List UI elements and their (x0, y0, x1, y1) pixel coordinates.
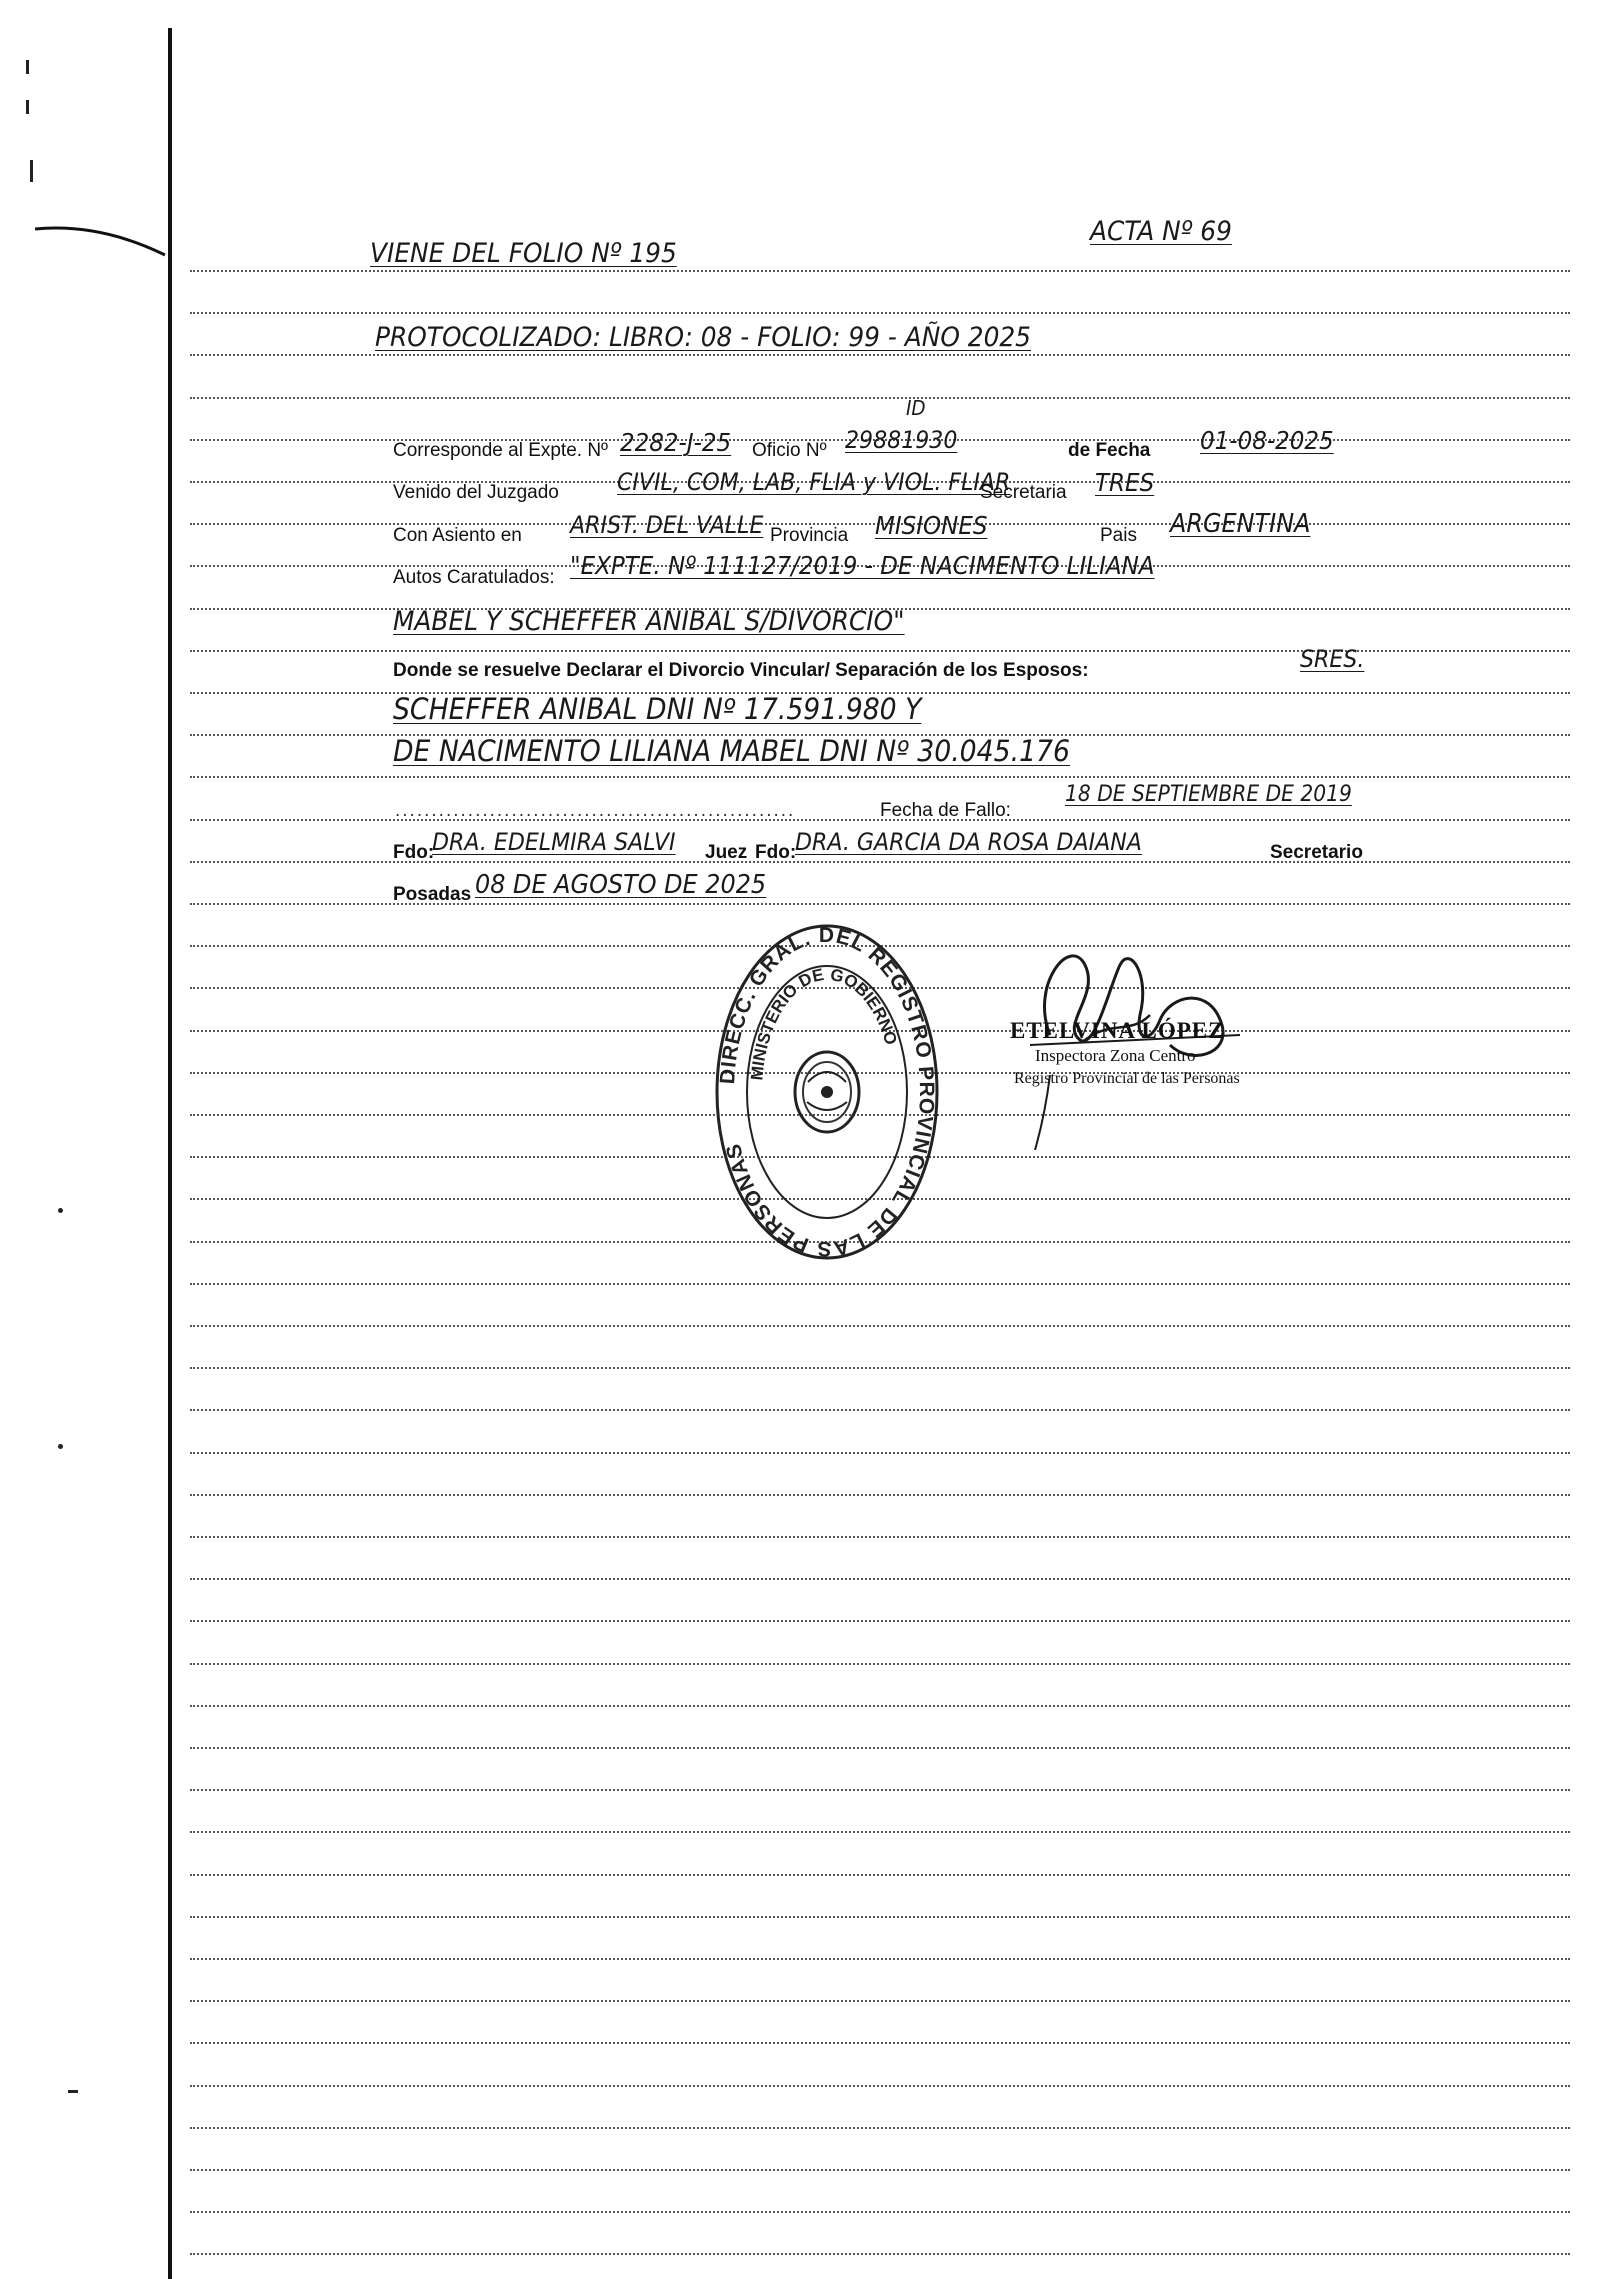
pais-value: ARGENTINA (1170, 509, 1311, 539)
ruled-line (190, 354, 1570, 356)
scan-stroke (30, 215, 170, 265)
ruled-line (190, 1831, 1570, 1833)
scan-mark (30, 160, 33, 182)
juez-label: Juez (705, 842, 748, 863)
ruled-line (190, 1747, 1570, 1749)
protocolizado: PROTOCOLIZADO: LIBRO: 08 - FOLIO: 99 - AÑO 2025 (375, 322, 1031, 353)
signature-block (1000, 1018, 1300, 1088)
svg-text:MINISTERIO DE GOBIERNO: MINISTERIO DE GOBIERNO (747, 964, 901, 1082)
oficio-label: Oficio Nº (752, 440, 827, 461)
ruled-line (190, 2000, 1570, 2002)
oficio-value: 29881930 (845, 426, 958, 454)
ruled-line (190, 1536, 1570, 1538)
fecha-label: de Fecha (1068, 440, 1151, 461)
acta-number: ACTA Nº 69 (1090, 216, 1232, 247)
autos-line2: MABEL Y SCHEFFER ANIBAL S/DIVORCIO" (393, 606, 905, 637)
signatory-office: Registro Provincial de las Personas (1014, 1070, 1240, 1087)
ruled-line (190, 1789, 1570, 1791)
juzgado-value: CIVIL, COM, LAB, FLIA y VIOL. FLIAR (617, 468, 1011, 496)
secretaria-label: Secretaria (980, 482, 1067, 503)
ruled-line (190, 1916, 1570, 1918)
scan-mark (26, 60, 29, 74)
ruled-line (190, 2042, 1570, 2044)
ruled-line (190, 397, 1570, 399)
signatory-role: Inspectora Zona Centro (1035, 1046, 1196, 1065)
resuelve-label: Donde se resuelve Declarar el Divorcio Vincular/ Separación de los Esposos: (393, 660, 1089, 681)
autos-label: Autos Caratulados: (393, 567, 555, 588)
esposo-2: DE NACIMENTO LILIANA MABEL DNI Nº 30.045.176 (393, 734, 1071, 768)
secretaria-value: TRES (1095, 468, 1155, 497)
autos-line1: "EXPTE. Nº 111127/2019 - DE NACIMENTO LILIANA (570, 551, 1155, 580)
posadas-label: Posadas (393, 884, 472, 905)
id-mark: ID (906, 396, 926, 420)
expte-value: 2282-J-25 (620, 428, 732, 457)
ruled-line (190, 2085, 1570, 2087)
ruled-line (190, 1452, 1570, 1454)
ruled-line (190, 1367, 1570, 1369)
juez-name: DRA. EDELMIRA SALVI (432, 828, 676, 856)
svg-text:DIRECC. GRAL. DEL REGISTRO PRO: DIRECC. GRAL. DEL REGISTRO PROVINCIAL DE LAS PERSONAS (716, 923, 939, 1261)
fecha-fallo-value: 18 DE SEPTIEMBRE DE 2019 (1065, 782, 1352, 807)
ruled-line (190, 1663, 1570, 1665)
scan-mark (68, 2090, 78, 2093)
esposo-1: SCHEFFER ANIBAL DNI Nº 17.591.980 Y (393, 692, 922, 726)
ruled-line (190, 270, 1570, 272)
posadas-fecha: 08 DE AGOSTO DE 2025 (475, 870, 767, 900)
asiento-value: ARIST. DEL VALLE (570, 511, 764, 539)
ruled-line (190, 2127, 1570, 2129)
ruled-line (190, 1409, 1570, 1411)
provincia-value: MISIONES (875, 511, 988, 540)
fecha-fallo-label: Fecha de Fallo: (880, 800, 1011, 821)
fecha-value: 01-08-2025 (1200, 426, 1334, 455)
signatory-name: ETELVINA LÓPEZ (1010, 1018, 1225, 1043)
venido-label: Venido del Juzgado (393, 482, 559, 503)
secretario-label: Secretario (1270, 842, 1363, 863)
fallo-line: ....................................................... (395, 800, 796, 821)
ruled-line (190, 1958, 1570, 1960)
pais-label: Pais (1100, 525, 1137, 546)
ruled-line (190, 312, 1570, 314)
ruled-line (190, 1705, 1570, 1707)
official-stamp (712, 922, 942, 1262)
ruled-line (190, 776, 1570, 778)
ruled-line (190, 1283, 1570, 1285)
margin-line (168, 28, 172, 2279)
ruled-line (190, 1325, 1570, 1327)
ruled-line (190, 1620, 1570, 1622)
ruled-line (190, 1578, 1570, 1580)
corresponde-label: Corresponde al Expte. Nº (393, 440, 608, 461)
viene-del-folio: VIENE DEL FOLIO Nº 195 (370, 238, 677, 269)
esposos-prefix: SRES. (1300, 645, 1365, 673)
fdo2-label: Fdo: (755, 842, 797, 863)
provincia-label: Provincia (770, 525, 849, 546)
scan-mark (58, 1208, 63, 1213)
scan-mark (58, 1444, 63, 1449)
ruled-line (190, 2211, 1570, 2213)
ruled-line (190, 1874, 1570, 1876)
ruled-line (190, 2169, 1570, 2171)
fdo-label: Fdo: (393, 842, 435, 863)
scan-mark (26, 100, 29, 114)
asiento-label: Con Asiento en (393, 525, 522, 546)
ruled-line (190, 1494, 1570, 1496)
ruled-line (190, 2253, 1570, 2255)
secretario-name: DRA. GARCIA DA ROSA DAIANA (795, 828, 1142, 856)
